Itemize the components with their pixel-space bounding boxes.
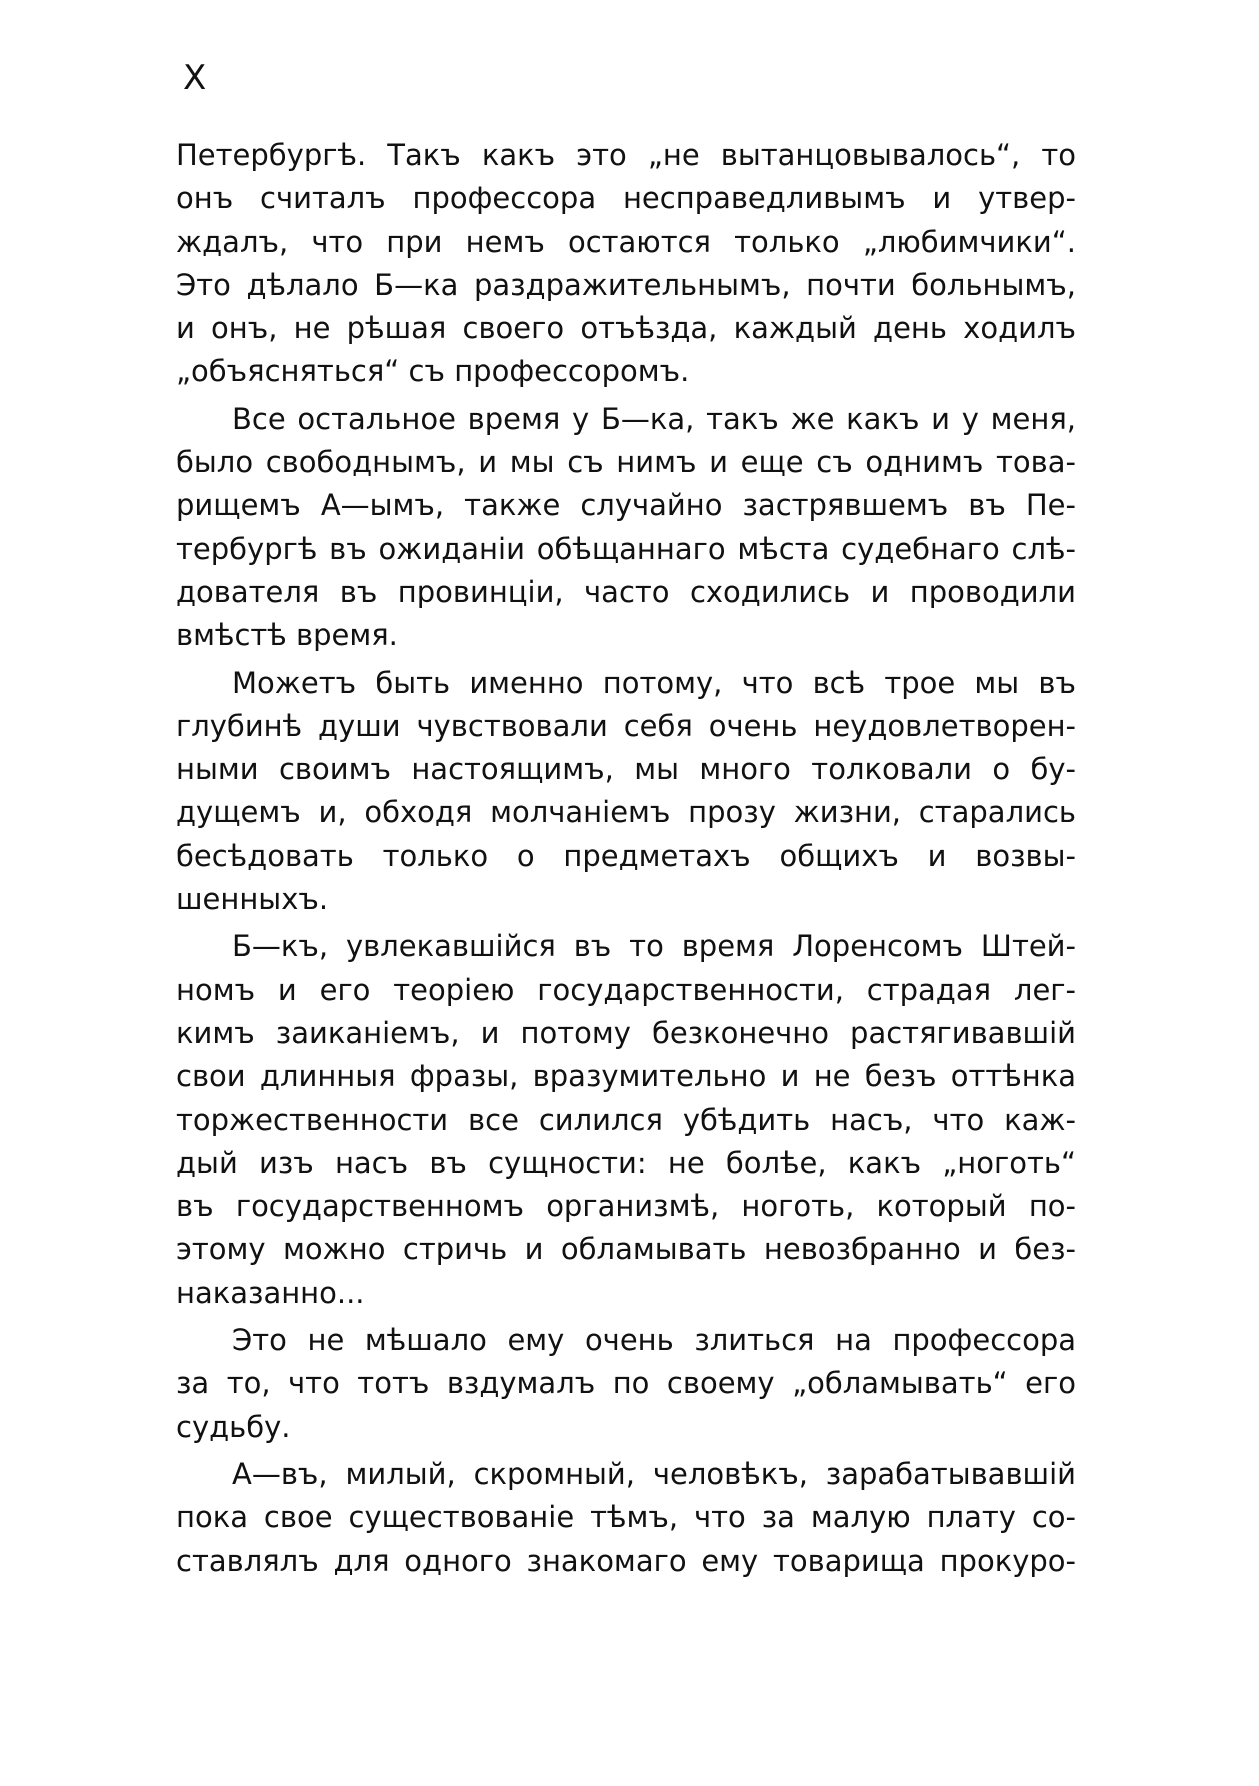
text-line: наказанно... xyxy=(176,1275,365,1310)
text-line: А—въ, милый, скромный, человѣкъ, зарабатывавшій xyxy=(232,1456,1076,1491)
text-line: свои длинныя фразы, вразумительно и не безъ оттѣнка xyxy=(176,1059,1076,1094)
text-line: онъ считалъ профессора несправедливымъ и утвер- xyxy=(176,181,1076,216)
text-line: рищемъ А—ымъ, также случайно застрявшемъ въ Пе- xyxy=(176,488,1076,523)
paragraph-3 xyxy=(176,662,1076,922)
text-line: Это не мѣшало ему очень злиться на профессора xyxy=(232,1323,1076,1358)
text-line: тербургѣ въ ожиданіи обѣщаннаго мѣста судебнаго слѣ- xyxy=(176,531,1076,566)
text-line: судьбу. xyxy=(176,1409,291,1444)
text-line: дущемъ и, обходя молчаніемъ прозу жизни, старались xyxy=(176,795,1076,830)
paragraph-5 xyxy=(176,1319,1076,1449)
body-text xyxy=(176,134,1076,1583)
text-line: Можетъ быть именно потому, что всѣ трое мы въ xyxy=(232,665,1076,700)
paragraph-1 xyxy=(176,134,1076,394)
text-line: торжественности все силился убѣдить насъ, что каж- xyxy=(176,1102,1076,1137)
text-line: „объясняться“ съ профессоромъ. xyxy=(176,354,690,389)
page-number: X xyxy=(183,58,208,98)
paragraph-2 xyxy=(176,398,1076,658)
text-line: шенныхъ. xyxy=(176,882,329,917)
text-line: и онъ, не рѣшая своего отъѣзда, каждый день ходилъ xyxy=(176,311,1076,346)
text-line: дый изъ насъ въ сущности: не болѣе, какъ „ноготь“ xyxy=(176,1145,1076,1180)
paragraph-6 xyxy=(176,1453,1076,1583)
text-line: этому можно стричь и обламывать невозбранно и без- xyxy=(176,1232,1076,1267)
text-line: ставлялъ для одного знакомаго ему товарища прокуро- xyxy=(176,1543,1076,1578)
text-line: Петербургѣ. Такъ какъ это „не вытанцовывалось“, то xyxy=(176,138,1076,172)
text-line: вмѣстѣ время. xyxy=(176,618,398,653)
text-line: въ государственномъ организмѣ, ноготь, который по- xyxy=(176,1189,1076,1224)
text-line: ждалъ, что при немъ остаются только „любимчики“. xyxy=(176,224,1076,259)
text-line: пока свое существованіе тѣмъ, что за малую плату со- xyxy=(176,1500,1076,1535)
text-line: бесѣдовать только о предметахъ общихъ и возвы- xyxy=(176,838,1076,873)
text-line: Б—къ, увлекавшійся въ то время Лоренсомъ Штей- xyxy=(232,929,1076,964)
text-line: кимъ заиканіемъ, и потому безконечно растягивавшій xyxy=(176,1015,1076,1050)
text-line: за то, что тотъ вздумалъ по своему „обламывать“ его xyxy=(176,1366,1076,1401)
text-line: было свободнымъ, и мы съ нимъ и еще съ однимъ това- xyxy=(176,445,1076,480)
text-line: глубинѣ души чувствовали себя очень неудовлетворен- xyxy=(176,708,1076,743)
paragraph-4 xyxy=(176,925,1076,1315)
text-line: номъ и его теоріею государственности, страдая лег- xyxy=(176,972,1076,1007)
text-line: ными своимъ настоящимъ, мы много толковали о бу- xyxy=(176,752,1076,787)
text-line: Все остальное время у Б—ка, такъ же какъ и у меня, xyxy=(232,401,1076,436)
text-line: дователя въ провинціи, часто сходились и проводили xyxy=(176,574,1076,609)
text-line: Это дѣлало Б—ка раздражительнымъ, почти больнымъ, xyxy=(176,267,1076,302)
